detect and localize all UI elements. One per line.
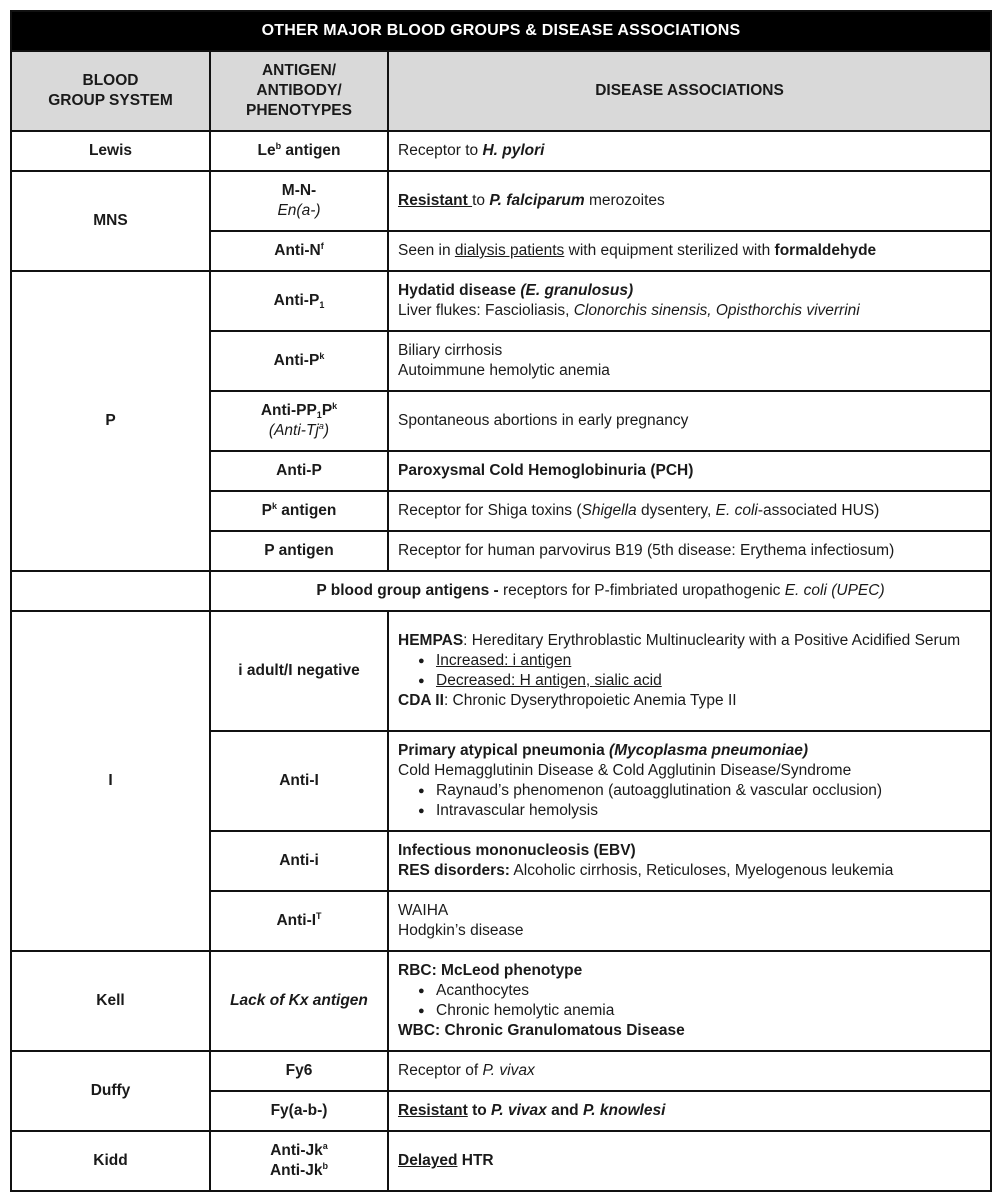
antigen-cell: Anti-$I^T$ — [210, 891, 388, 951]
antigen-cell: Fy(a-b-) — [210, 1091, 388, 1131]
blood-groups-table — [10, 10, 992, 1192]
antigen-cell: Anti-Jk$^a$ Anti-Jk$^b$ — [210, 1131, 388, 1191]
antigen-cell: Anti-$N^f$ — [210, 231, 388, 271]
table-row — [11, 951, 991, 1051]
antigen-cell: Anti-$P_1$ — [210, 271, 388, 331]
disease-cell: Hydatid disease (E. granulosus) Liver flukes: Fascioliasis, Clonorchis sinensis, Opisthorchis viverrini — [388, 271, 991, 331]
antigen-cell: Anti-$PP_1P^k$ (Anti-Tj$^a$) — [210, 391, 388, 451]
antigen-cell: $P^k$ antigen — [210, 491, 388, 531]
antigen-cell: Anti-I — [210, 731, 388, 831]
system-kell: Kell — [11, 951, 210, 1051]
disease-cell: Spontaneous abortions in early pregnancy — [388, 391, 991, 451]
disease-cell: HEMPAS: Hereditary Erythroblastic Multinuclearity with a Positive Acidified Serum ● Increased: i antigen ● Decreased: H antigen, sialic acid CDA II: Chronic Dyserythropoietic Anemia Type II — [388, 611, 991, 731]
table-row — [11, 1051, 991, 1091]
title-row — [11, 11, 991, 51]
antigen-cell: Anti-P — [210, 451, 388, 491]
disease-cell: Resistant to P. falciparum merozoites — [388, 171, 991, 231]
disease-cell: WAIHA Hodgkin’s disease — [388, 891, 991, 951]
disease-cell: RBC: McLeod phenotype ● Acanthocytes ● Chronic hemolytic anemia WBC: Chronic Granulomatous Disease — [388, 951, 991, 1051]
disease-cell: Paroxysmal Cold Hemoglobinuria (PCH) — [388, 451, 991, 491]
disease-cell: Infectious mononucleosis (EBV) RES disorders: Alcoholic cirrhosis, Reticuloses, Myelogenous leukemia — [388, 831, 991, 891]
system-duffy: Duffy — [11, 1051, 210, 1131]
disease-cell: Receptor for Shiga toxins (Shigella dysentery, E. coli-associated HUS) — [388, 491, 991, 531]
table-row — [11, 571, 991, 611]
antigen-cell: Anti-i — [210, 831, 388, 891]
antigen-cell: Fy6 — [210, 1051, 388, 1091]
disease-cell: Biliary cirrhosis Autoimmune hemolytic anemia — [388, 331, 991, 391]
disease-cell: Resistant to P. vivax and P. knowlesi — [388, 1091, 991, 1131]
table-row — [11, 1131, 991, 1191]
disease-cell: Receptor for human parvovirus B19 (5th disease: Erythema infectiosum) — [388, 531, 991, 571]
p-antigens-note: P blood group antigens - receptors for P-fimbriated uropathogenic E. coli (UPEC) — [210, 571, 991, 611]
table-row — [11, 131, 991, 171]
disease-cell: Primary atypical pneumonia (Mycoplasma pneumoniae) Cold Hemagglutinin Disease & Cold Agglutinin Disease/Syndrome ● Raynaud’s phenomenon (autoagglutination & vascular occlusion) ● Intravascular hemolysis — [388, 731, 991, 831]
disease-cell: Receptor to H. pylori — [388, 131, 991, 171]
table-row — [11, 171, 991, 231]
header-blood-group-system: BLOOD GROUP SYSTEM — [11, 51, 210, 131]
system-kidd: Kidd — [11, 1131, 210, 1191]
system-i: I — [11, 611, 210, 951]
antigen-cell: i adult/I negative — [210, 611, 388, 731]
table-title: OTHER MAJOR BLOOD GROUPS & DISEASE ASSOCIATIONS — [11, 11, 991, 51]
table-row — [11, 271, 991, 331]
header-antigen: ANTIGEN/ ANTIBODY/ PHENOTYPES — [210, 51, 388, 131]
table-row — [11, 611, 991, 731]
header-disease-associations: DISEASE ASSOCIATIONS — [388, 51, 991, 131]
antigen-cell: Lack of Kx antigen — [210, 951, 388, 1051]
system-lewis: Lewis — [11, 131, 210, 171]
antigen-cell: P antigen — [210, 531, 388, 571]
antigen-cell: Le$^b$ antigen — [210, 131, 388, 171]
header-row — [11, 51, 991, 131]
disease-cell: Delayed HTR — [388, 1131, 991, 1191]
antigen-cell: Anti-$P^k$ — [210, 331, 388, 391]
disease-cell: Receptor of P. vivax — [388, 1051, 991, 1091]
system-mns: MNS — [11, 171, 210, 271]
antigen-cell: M-N- En(a-) — [210, 171, 388, 231]
system-p: P — [11, 271, 210, 571]
disease-cell: Seen in dialysis patients with equipment sterilized with formaldehyde — [388, 231, 991, 271]
